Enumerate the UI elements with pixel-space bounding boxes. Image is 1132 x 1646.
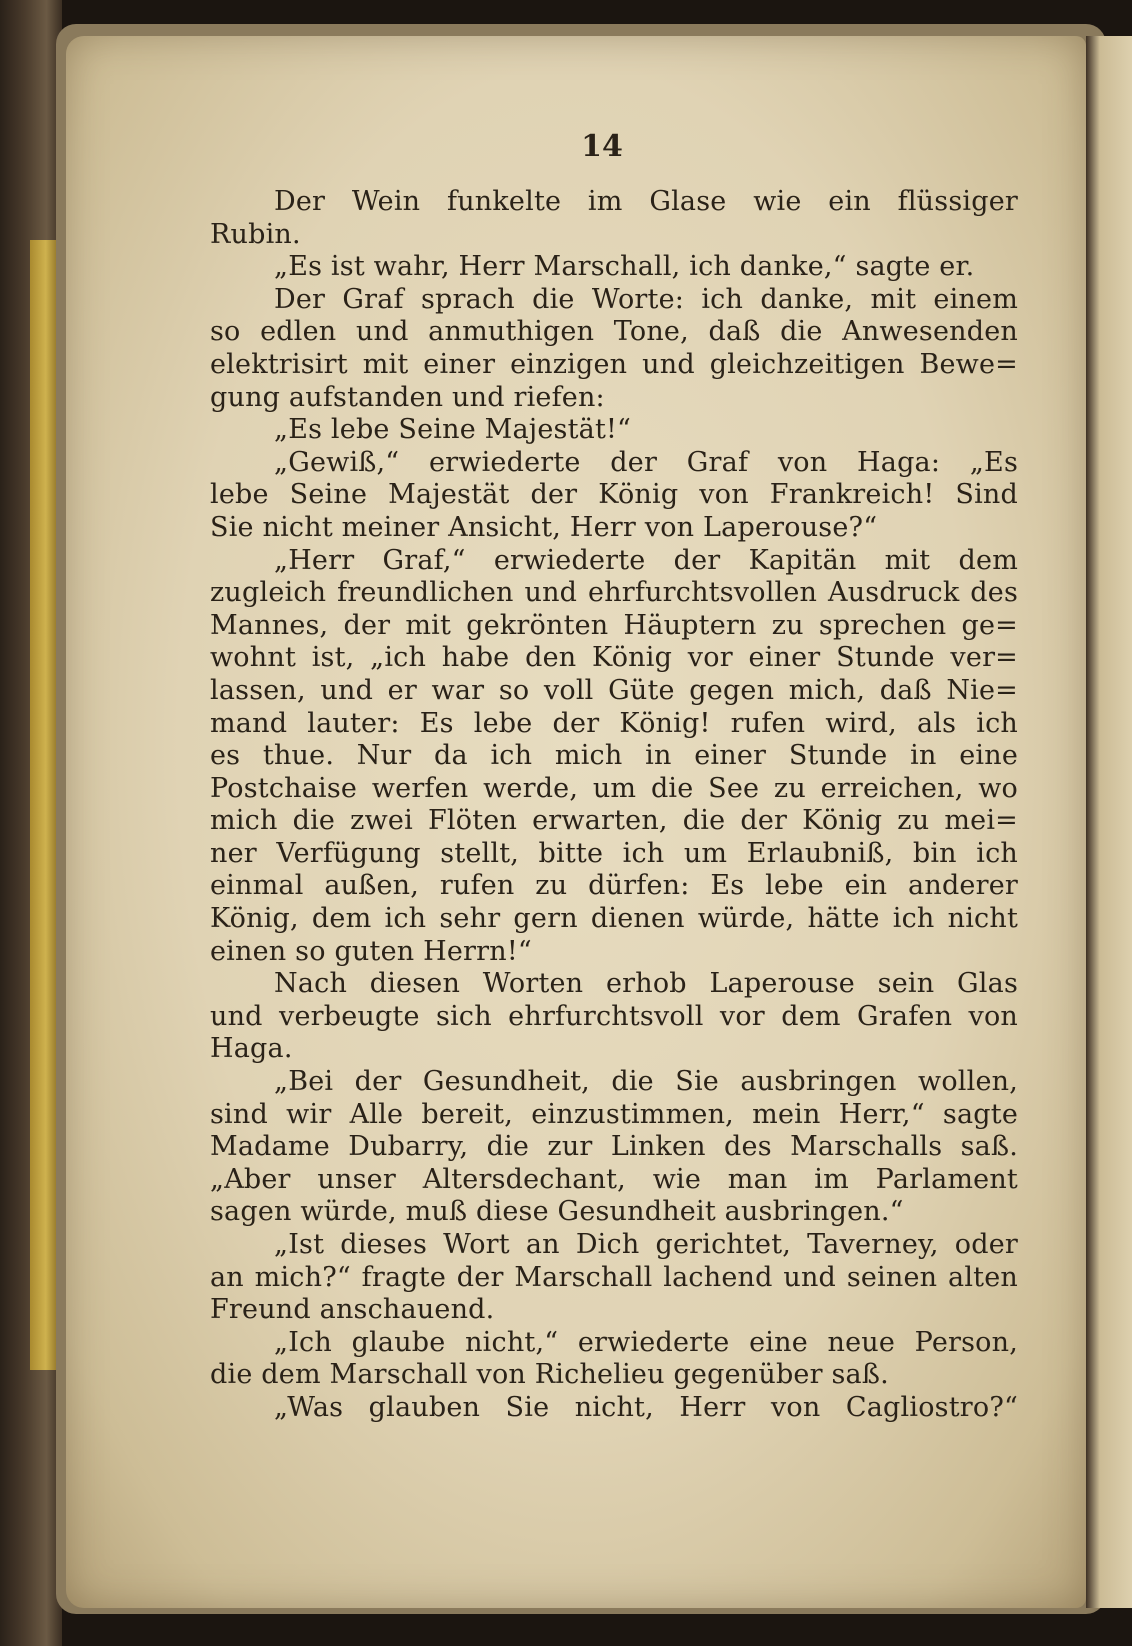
text-line: Mannes, der mit gekrönten Häuptern zu sprechen ge=: [210, 609, 1018, 641]
text-line: Madame Dubarry, die zur Linken des Marschalls saß.: [210, 1131, 1018, 1163]
text-line: „Ist dieses Wort an Dich gerichtet, Taverney, oder: [274, 1229, 1018, 1260]
text-line: Nach diesen Worten erhob Laperouse sein Glas: [274, 968, 1018, 1000]
text-line: gung aufstanden und riefen:: [210, 381, 605, 413]
text-line: mich die zwei Flöten erwarten, die der König zu mei=: [210, 805, 1018, 837]
text-line: sagen würde, muß diese Gesundheit ausbringen.“: [210, 1196, 904, 1228]
text-line: die dem Marschall von Richelieu gegenüber saß.: [210, 1359, 889, 1391]
text-line: Freund anschauend.: [210, 1294, 495, 1326]
text-line: ner Verfügung stellt, bitte ich um Erlaubniß, bin ich: [210, 837, 1018, 869]
text-line: „Gewiß,“ erwiederte der Graf von Haga: „Es: [274, 446, 1018, 478]
text-line: so edlen und anmuthigen Tone, daß die Anwesenden: [210, 316, 1018, 348]
text-line: Haga.: [210, 1033, 293, 1065]
text-line: Rubin.: [210, 218, 301, 250]
text-line: Der Wein funkelte im Glase wie ein flüssiger: [274, 186, 1018, 217]
text-line: „Herr Graf,“ erwiederte der Kapitän mit dem: [274, 544, 1018, 576]
text-line: einmal außen, rufen zu dürfen: Es lebe ein anderer: [210, 870, 1018, 902]
text-line: lassen, und er war so voll Güte gegen mich, daß Nie=: [210, 674, 1018, 706]
page-number: 14: [581, 129, 623, 164]
page-text-block: [210, 118, 1018, 1425]
text-line: an mich?“ fragte der Marschall lachend und seinen alten: [210, 1261, 1018, 1293]
text-line: Der Graf sprach die Worte: ich danke, mit einem: [274, 283, 1018, 315]
text-line: lebe Seine Majestät der König von Frankreich! Sind: [210, 479, 1018, 511]
text-line: „Aber unser Altersdechant, wie man im Parlament: [210, 1163, 1018, 1195]
text-line: „Es lebe Seine Majestät!“: [274, 414, 632, 446]
text-line: und verbeugte sich ehrfurchtsvoll vor dem Grafen von: [210, 1000, 1018, 1032]
text-line: einen so guten Herrn!“: [210, 935, 532, 967]
text-line: „Bei der Gesundheit, die Sie ausbringen wollen,: [274, 1066, 1018, 1098]
text-lines: [210, 186, 1018, 1425]
text-line: „Ich glaube nicht,“ erwiederte eine neue Person,: [274, 1326, 1018, 1358]
facing-page-edge: [1086, 36, 1132, 1608]
text-line: „Was glauben Sie nicht, Herr von Cagliostro?“: [274, 1391, 1018, 1423]
text-line: wohnt ist, „ich habe den König vor einer Stunde ver=: [210, 642, 1018, 674]
text-line: Sie nicht meiner Ansicht, Herr von Laperouse?“: [210, 511, 878, 543]
text-line: zugleich freundlichen und ehrfurchtsvollen Ausdruck des: [210, 577, 1018, 609]
text-line: es thue. Nur da ich mich in einer Stunde in eine: [210, 740, 1018, 772]
text-line: Postchaise werfen werde, um die See zu erreichen, wo: [210, 772, 1018, 804]
text-line: elektrisirt mit einer einzigen und gleichzeitigen Bewe=: [210, 348, 1018, 380]
text-line: König, dem ich sehr gern dienen würde, hätte ich nicht: [210, 903, 1018, 935]
text-line: sind wir Alle bereit, einzustimmen, mein Herr,“ sagte: [210, 1098, 1018, 1130]
text-line: mand lauter: Es lebe der König! rufen wird, als ich: [210, 707, 1018, 739]
text-line: „Es ist wahr, Herr Marschall, ich danke,“ sagte er.: [274, 251, 975, 283]
spine-gold-edge: [30, 240, 56, 1370]
